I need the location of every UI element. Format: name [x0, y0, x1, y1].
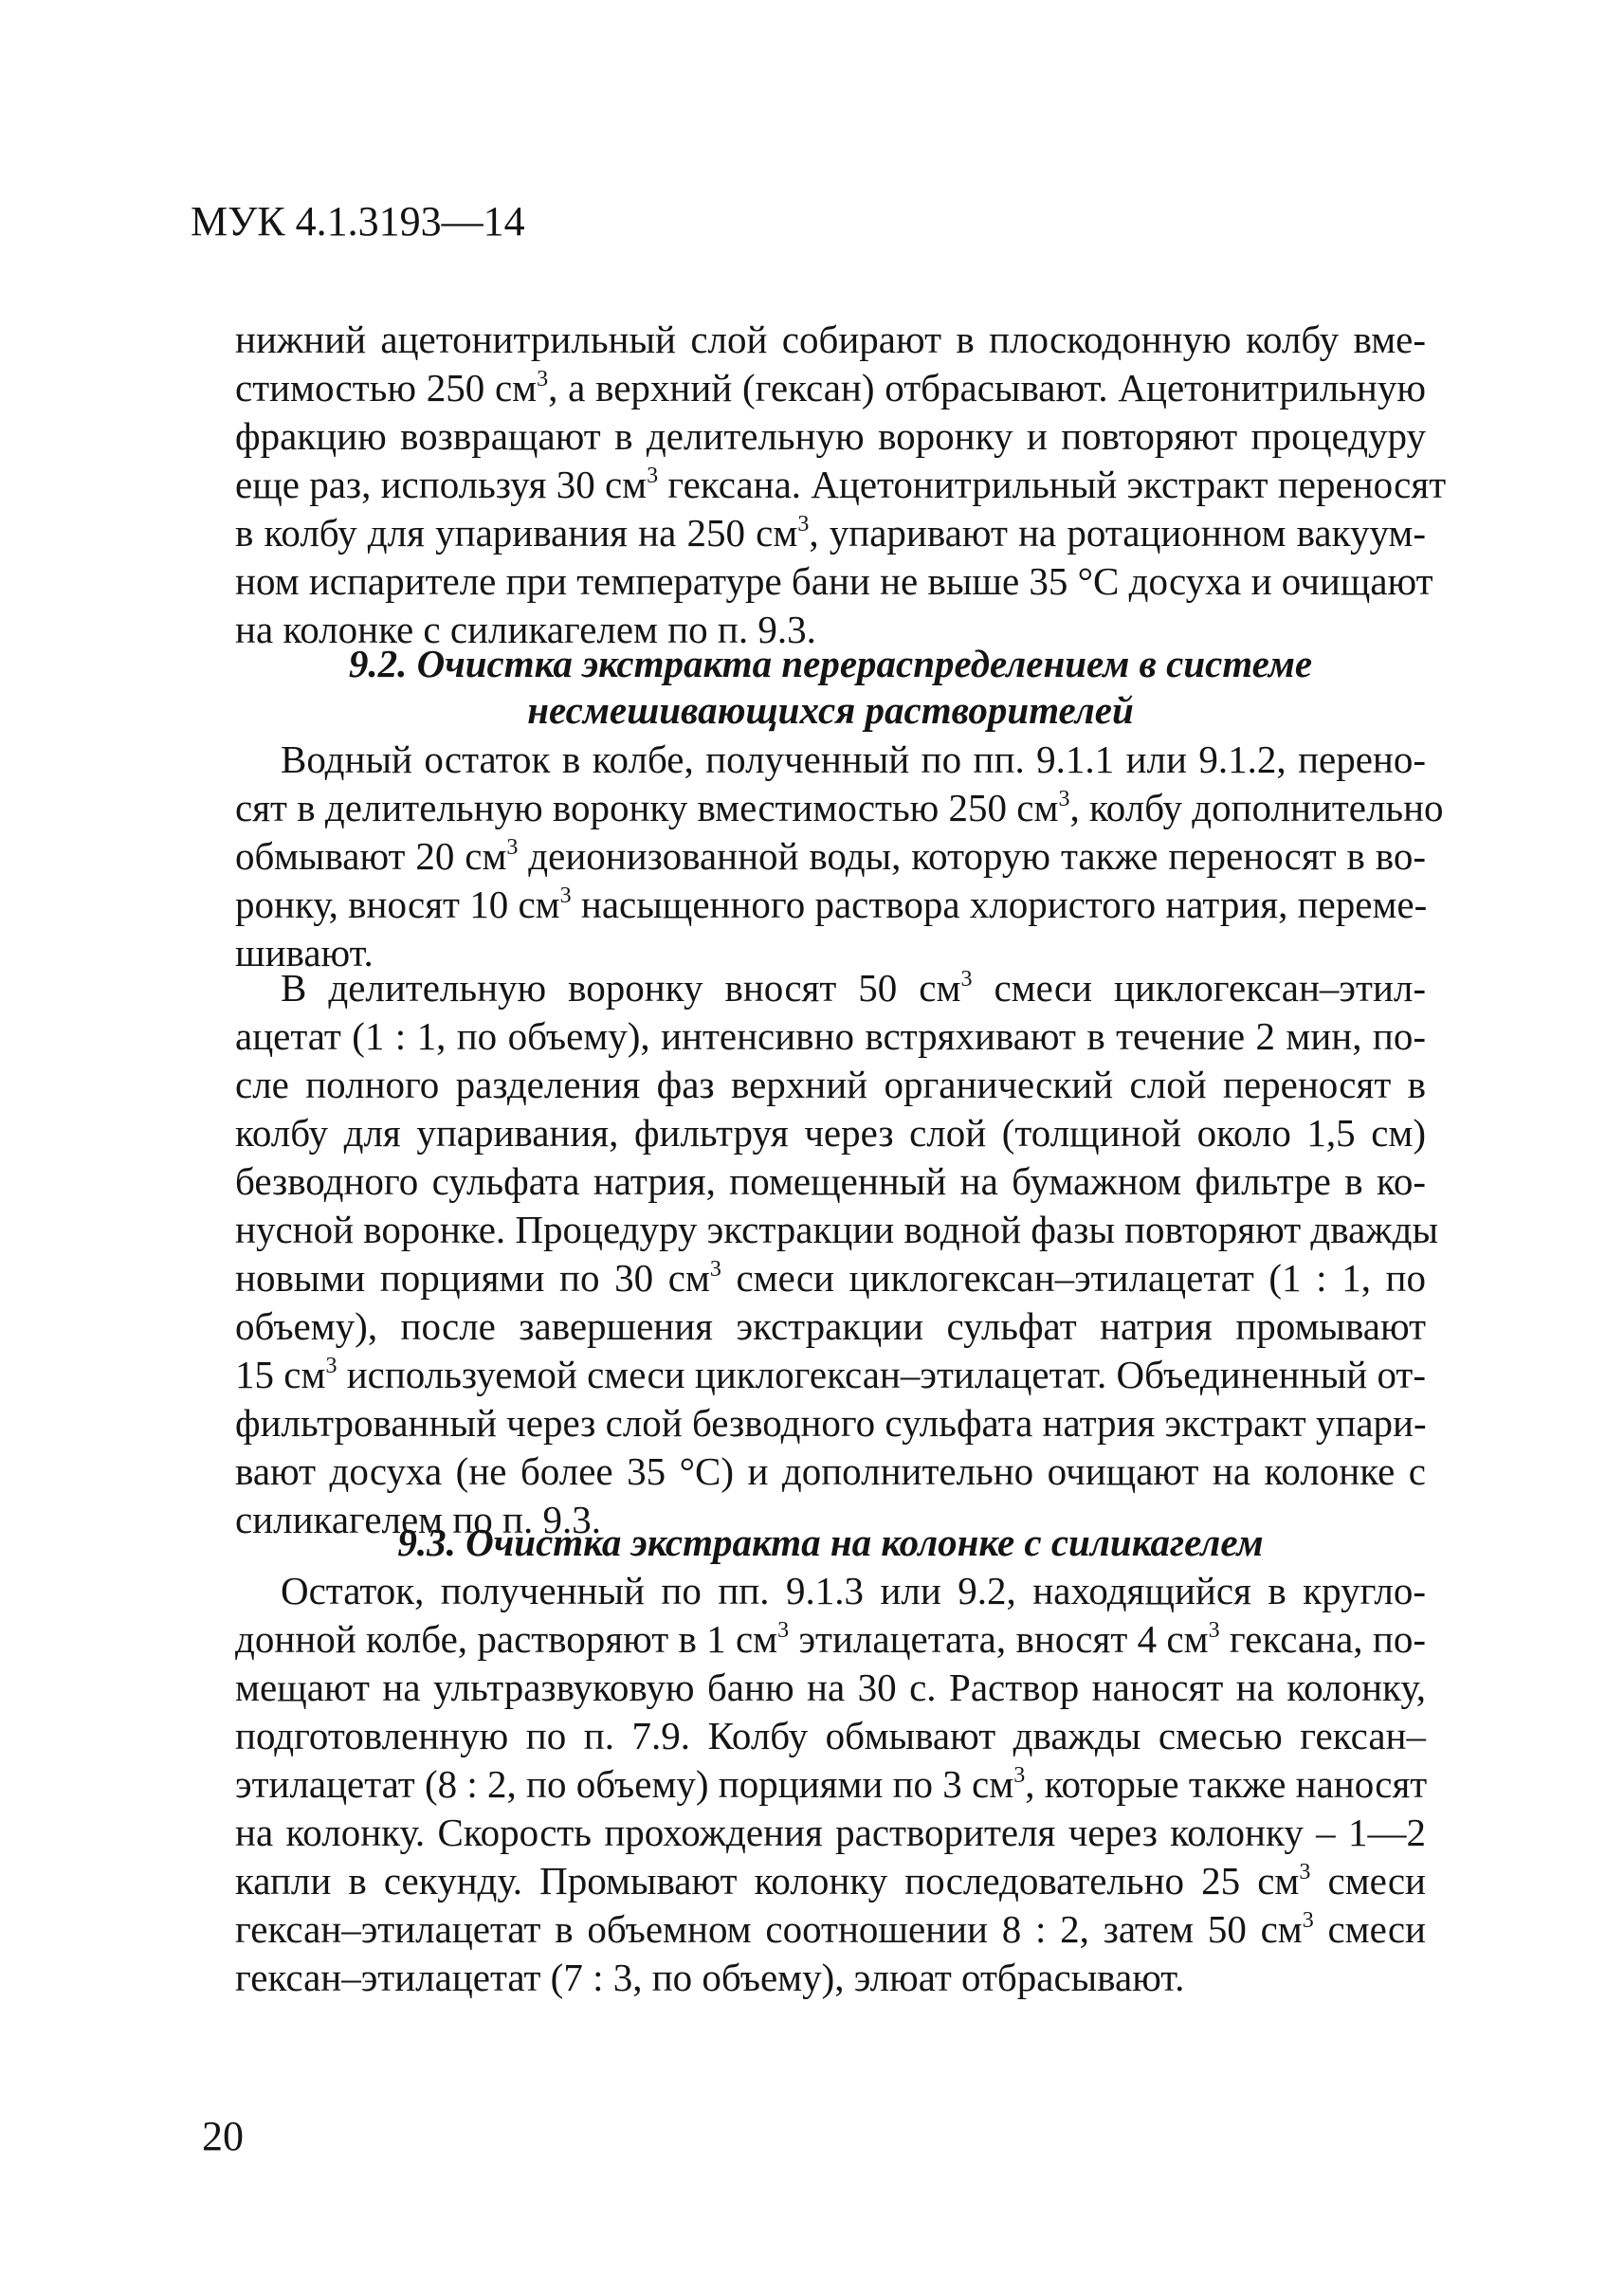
text-line: в колбу для упаривания на 250 $см^3$, упаривают на ротационном вакуум-	[235, 511, 1426, 555]
text-line: обмывают 20 $см^3$ деионизованной воды, которую также переносят в во-	[235, 834, 1426, 878]
text-line: ронку, вносят 10 $см^3$ насыщенного раствора хлористого натрия, переме-	[235, 883, 1428, 926]
text-line: сле полного разделения фаз верхний органический слой переносят в	[235, 1063, 1426, 1106]
text-line: В делительную воронку вносят 50 $см^3$ смеси циклогексан–этил-	[281, 966, 1426, 1010]
page-number: 20	[202, 2113, 244, 2159]
text-line: объему), после завершения экстракции сульфат натрия промывают	[235, 1304, 1426, 1348]
text-line: силикагелем по п. 9.3.	[235, 1498, 601, 1541]
text-line: фильтрованный через слой безводного сульфата натрия экстракт упари-	[235, 1401, 1427, 1445]
text-line: мещают на ультразвуковую баню на 30 с. Раствор наносят на колонку,	[235, 1666, 1426, 1709]
text-line: ацетат (1 : 1, по объему), интенсивно встряхивают в течение 2 мин, по-	[235, 1014, 1426, 1058]
text-line: шивают.	[235, 931, 374, 974]
text-line: Водный остаток в колбе, полученный по пп. 9.1.1 или 9.1.2, перено-	[281, 737, 1426, 781]
text-line: новыми порциями по 30 $см^3$ смеси циклогексан–этилацетат (1 : 1, по	[235, 1256, 1426, 1300]
text-line: сят в делительную воронку вместимостью 250 $см^3$, колбу дополнительно	[235, 786, 1444, 829]
text-line: стимостью 250 $см^3$, а верхний (гексан) отбрасывают. Ацетонитрильную	[235, 366, 1427, 410]
text-line: фракцию возвращают в делительную воронку и повторяют процедуру	[235, 414, 1426, 458]
text-line: донной колбе, растворяют в 1 $см^3$ этилацетата, вносят 4 $см^3$ гексана, по-	[235, 1617, 1426, 1661]
text-line: еще раз, используя 30 $см^3$ гексана. Ацетонитрильный экстракт переносят	[235, 463, 1447, 506]
heading-line: несмешивающихся растворителей	[527, 688, 1134, 732]
text-line: капли в секунду. Промывают колонку последовательно 25 $см^3$ смеси	[235, 1859, 1426, 1903]
text-line: безводного сульфата натрия, помещенный на бумажном фильтре в ко-	[235, 1159, 1426, 1203]
text-line: подготовленную по п. 7.9. Колбу обмывают дважды смесью гексан–	[235, 1714, 1426, 1757]
heading-line: 9.3. Очистка экстракта на колонке с силикагелем	[397, 1520, 1264, 1564]
text-line: вают досуха (не более 35 °С) и дополнительно очищают на колонке с	[235, 1449, 1426, 1493]
text-line: Остаток, полученный по пп. 9.1.3 или 9.2, находящийся в кругло-	[281, 1569, 1426, 1612]
text-line: 15 $см^3$ используемой смеси циклогексан–этилацетат. Объединенный от-	[235, 1353, 1426, 1396]
text-line: на колонке с силикагелем по п. 9.3.	[235, 608, 816, 651]
text-line: ном испарителе при температуре бани не выше 35 °С досуха и очищают	[235, 559, 1433, 603]
text-line: нижний ацетонитрильный слой собирают в плоскодонную колбу вме-	[235, 318, 1426, 361]
text-line: гексан–этилацетат (7 : 3, по объему), элюат отбрасывают.	[235, 1956, 1185, 1999]
text-line: гексан–этилацетат в объемном соотношении 8 : 2, затем 50 $см^3$ смеси	[235, 1907, 1426, 1951]
text-line: на колонку. Скорость прохождения растворителя через колонку – 1—2	[235, 1811, 1426, 1854]
heading-line: 9.2. Очистка экстракта перераспределением в системе	[348, 642, 1313, 685]
document-code: МУК 4.1.3193—14	[191, 198, 525, 245]
text-line: этилацетат (8 : 2, по объему) порциями по 3 $см^3$, которые также наносят	[235, 1762, 1428, 1806]
text-line: нусной воронке. Процедуру экстракции водной фазы повторяют дважды	[235, 1208, 1438, 1251]
text-line: колбу для упаривания, фильтруя через слой (толщиной около 1,5 см)	[235, 1111, 1426, 1155]
